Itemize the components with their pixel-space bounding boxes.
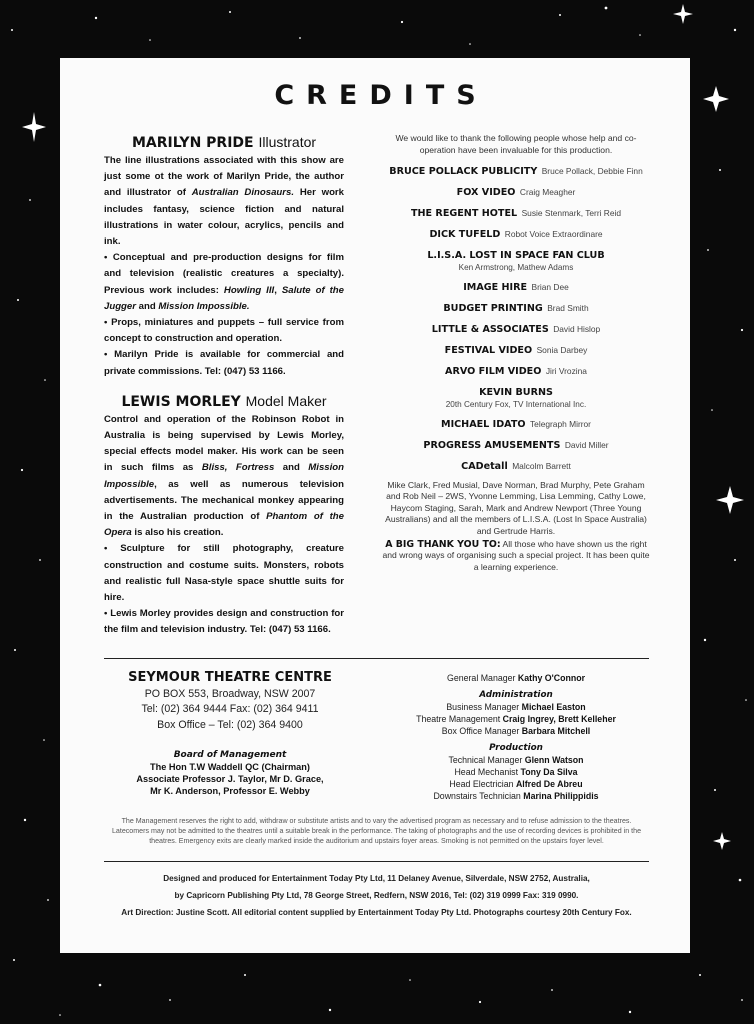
thanks-item <box>382 185 650 199</box>
footer-line: by Capricorn Publishing Pty Ltd, 78 George Street, Redfern, NSW 2016, Tel: (02) 319 0999 Fax: 319 0990. <box>174 891 579 900</box>
staff-group-title: Administration <box>479 690 553 700</box>
staff-row <box>382 766 650 778</box>
staff-group-title: Production <box>489 743 543 753</box>
staff-role: Theatre Management <box>416 714 501 724</box>
lewis-point-2: • Lewis Morley provides design and construction for the film and television industry. Tel: (047) 53 1166. <box>104 608 344 636</box>
staff-name: Barbara Mitchell <box>521 726 591 736</box>
left-column <box>104 134 344 639</box>
thanks-name: DICK TUFELD <box>429 229 501 240</box>
thanks-name: L.I.S.A. LOST IN SPACE FAN CLUB <box>427 250 605 261</box>
board-member-line: The Hon T.W Waddell QC (Chairman) <box>150 762 310 773</box>
staff-name: Kathy O'Connor <box>517 673 585 683</box>
thanks-detail: Robot Voice Extraordinare <box>504 229 603 239</box>
marilyn-bio-text-2: Her work includes fantasy, science fiction and natural illustrations in water colour, acrylics, pencils and ink. <box>104 187 344 248</box>
thanks-detail: Ken Armstrong, Mathew Adams <box>458 263 574 272</box>
lewis-bio-text: Control and operation of the Robinson Robot in Australia is being supervised by Lewis Morley, special effects model maker. His work can be seen in such films as <box>104 413 344 474</box>
theatre-block <box>104 670 356 797</box>
production-title: Phantom of the Opera <box>104 511 344 539</box>
staff-name: Glenn Watson <box>524 755 584 765</box>
footer-line: Art Direction: Justine Scott. All editorial content supplied by Entertainment Today Pty Ltd. Photographs courtesy 20th Century Fox. <box>121 908 632 917</box>
separator: and <box>136 300 159 312</box>
thanks-detail: Malcolm Barrett <box>512 461 571 471</box>
thanks-name: PROGRESS AMUSEMENTS <box>423 440 561 451</box>
thanks-detail: Brian Dee <box>531 282 569 292</box>
thanks-detail: Brad Smith <box>547 303 589 313</box>
thanks-name: LITTLE & ASSOCIATES <box>431 324 549 335</box>
thanks-item <box>382 301 650 315</box>
thanks-detail: Craig Meagher <box>519 187 576 197</box>
marilyn-name: MARILYN PRIDE <box>131 135 254 151</box>
thanks-detail: David Hislop <box>553 324 601 334</box>
marilyn-point-1-text: • Conceptual and pre-production designs for film and television (realistic creatures a specialty). Previous work includes: <box>104 252 344 296</box>
board-of-management <box>104 749 356 797</box>
thanks-name: CADetall <box>461 461 508 472</box>
lewis-bio <box>104 412 344 542</box>
thanks-item <box>382 227 650 241</box>
big-thank-you <box>382 539 650 573</box>
page-title: CREDITS <box>274 80 488 111</box>
theatre-staff <box>382 672 650 802</box>
marilyn-point-2: • Props, miniatures and puppets – full service from concept to construction and operation. <box>104 317 344 345</box>
publisher-footer <box>104 870 649 921</box>
thanks-name: THE REGENT HOTEL <box>410 208 518 219</box>
thanks-column <box>382 132 650 573</box>
staff-name: Alfred De Abreu <box>515 779 583 789</box>
thanks-list <box>382 164 650 473</box>
film-title: Salute of the Jugger <box>104 284 344 312</box>
film-title: Mission Impossible <box>104 462 344 490</box>
thanks-item <box>382 248 650 273</box>
thanks-detail: David Miller <box>564 440 609 450</box>
divider <box>104 861 649 862</box>
marilyn-heading <box>104 134 344 151</box>
board-member-line: Mr K. Anderson, Professor E. Webby <box>150 786 310 797</box>
thanks-intro: We would like to thank the following people whose help and co-operation have been invaluable for this production. <box>395 133 637 155</box>
thanks-detail: Jiri Vrozina <box>545 366 587 376</box>
thanks-name: ARVO FILM VIDEO <box>445 366 542 377</box>
thanks-item <box>382 206 650 220</box>
thanks-item <box>382 322 650 336</box>
thanks-item <box>382 459 650 473</box>
thanks-people: Mike Clark, Fred Musial, Dave Norman, Brad Murphy, Pete Graham and Rob Neil – 2WS, Yvonne Lemming, Lisa Lemming, Cathy Lowe, Haycom Staging, Sarah, Mark and Andrew Newport (Three Young Australians) and all the members of L.I.S.A. (Lost In Space Australia) and Gertrude Harris. <box>385 480 647 536</box>
staff-role: Box Office Manager <box>441 726 520 736</box>
staff-row <box>382 701 650 713</box>
marilyn-bio-text: The line illustrations associated with this show are just some ot the work of Marilyn Pride, the author and illustrator of <box>104 155 344 199</box>
staff-role: Downstairs Technician <box>433 791 521 801</box>
lewis-point-1: • Sculpture for still photography, creature construction and costume suits. Monsters, robots and realistic full Nasa-style space shuttle suits for hire. <box>104 543 344 604</box>
staff-name: Michael Easton <box>521 702 586 712</box>
big-thank-you-text: All those who have shown us the right and wrong ways of organising such a special project. It has been quite a learning experience. <box>382 539 650 572</box>
thanks-detail: Susie Stenmark, Terri Reid <box>521 208 622 218</box>
credits-page <box>60 58 690 953</box>
thanks-item <box>382 343 650 357</box>
thanks-name: KEVIN BURNS <box>479 387 553 398</box>
footer-line: Designed and produced for Entertainment Today Pty Ltd, 11 Delaney Avenue, Silverdale, NSW 2752, Australia, <box>163 874 590 883</box>
thanks-item <box>382 438 650 452</box>
thanks-name: IMAGE HIRE <box>463 282 528 293</box>
marilyn-role: Illustrator <box>258 134 317 150</box>
staff-row <box>382 713 650 725</box>
lewis-heading <box>104 393 344 410</box>
staff-name: Tony Da Silva <box>520 767 578 777</box>
marilyn-point-3: • Marilyn Pride is available for commercial and private commissions. Tel: (047) 53 1166. <box>104 349 344 377</box>
thanks-name: MICHAEL IDATO <box>441 419 526 430</box>
thanks-detail: Sonia Darbey <box>536 345 588 355</box>
thanks-detail: Telegraph Mirror <box>530 419 591 429</box>
staff-role: Head Electrician <box>449 779 514 789</box>
marilyn-bio <box>104 153 344 250</box>
lewis-bio-text-2: , as well as numerous television advertisements. The mechanical monkey appearing in the Australian production of <box>104 478 344 523</box>
thanks-detail: Bruce Pollack, Debbie Finn <box>541 166 643 176</box>
staff-role: Business Manager <box>446 702 520 712</box>
thanks-item <box>382 364 650 378</box>
general-manager <box>382 672 650 684</box>
staff-groups <box>382 689 650 802</box>
lewis-role: Model Maker <box>245 392 327 409</box>
theatre-name: SEYMOUR THEATRE CENTRE <box>128 670 332 685</box>
board-member-line: Associate Professor J. Taylor, Mr D. Grace, <box>136 774 324 785</box>
thanks-detail: 20th Century Fox, TV International Inc. <box>445 400 587 409</box>
thanks-name: FESTIVAL VIDEO <box>444 345 533 356</box>
theatre-phone: Tel: (02) 364 9444 Fax: (02) 364 9411 <box>141 703 319 716</box>
film-title: Bliss, Fortress <box>201 462 275 474</box>
book-title: Australian Dinosaurs. <box>191 187 295 199</box>
staff-row <box>382 754 650 766</box>
lewis-name: LEWIS MORLEY <box>121 393 241 410</box>
theatre-address: PO BOX 553, Broadway, NSW 2007 <box>144 688 316 700</box>
staff-name: Craig Ingrey, Brett Kelleher <box>502 714 616 724</box>
staff-role: Technical Manager <box>448 755 523 765</box>
separator: and <box>274 462 309 474</box>
big-thank-you-label: A BIG THANK YOU TO: <box>385 539 501 551</box>
separator: , <box>274 284 282 296</box>
divider <box>104 658 649 659</box>
board-title: Board of Management <box>173 750 287 761</box>
thanks-item <box>382 164 650 178</box>
staff-name: Marina Philippidis <box>523 791 599 801</box>
management-notice: The Management reserves the right to add, withdraw or substitute artists and to vary the advertised program as necessary and to refuse admission to the theatres. Latecomers may not be admitted to the theatres until a suitable break in the performance. The taking of photographs and the use of recording devices is prohibited in the theatres. Emergency exits are clearly marked inside the auditorium and upstairs foyer areas. Smoking is not permitted on the upstairs foyer level. <box>111 817 642 846</box>
staff-row <box>382 790 650 802</box>
staff-role: Head Mechanist <box>454 767 519 777</box>
marilyn-point-1 <box>104 250 344 315</box>
film-title: Howling III <box>223 284 275 296</box>
thanks-item <box>382 417 650 431</box>
film-title: Mission Impossible. <box>158 300 250 312</box>
lewis-bio-text-3: is also his creation. <box>131 527 224 539</box>
thanks-name: FOX VIDEO <box>456 187 516 198</box>
theatre-box-office: Box Office – Tel: (02) 364 9400 <box>157 718 303 731</box>
thanks-item <box>382 280 650 294</box>
thanks-name: BUDGET PRINTING <box>443 303 543 314</box>
thanks-name: BRUCE POLLACK PUBLICITY <box>389 166 538 177</box>
staff-row <box>382 778 650 790</box>
staff-role: General Manager <box>446 673 516 683</box>
thanks-item <box>382 385 650 410</box>
staff-row <box>382 725 650 737</box>
